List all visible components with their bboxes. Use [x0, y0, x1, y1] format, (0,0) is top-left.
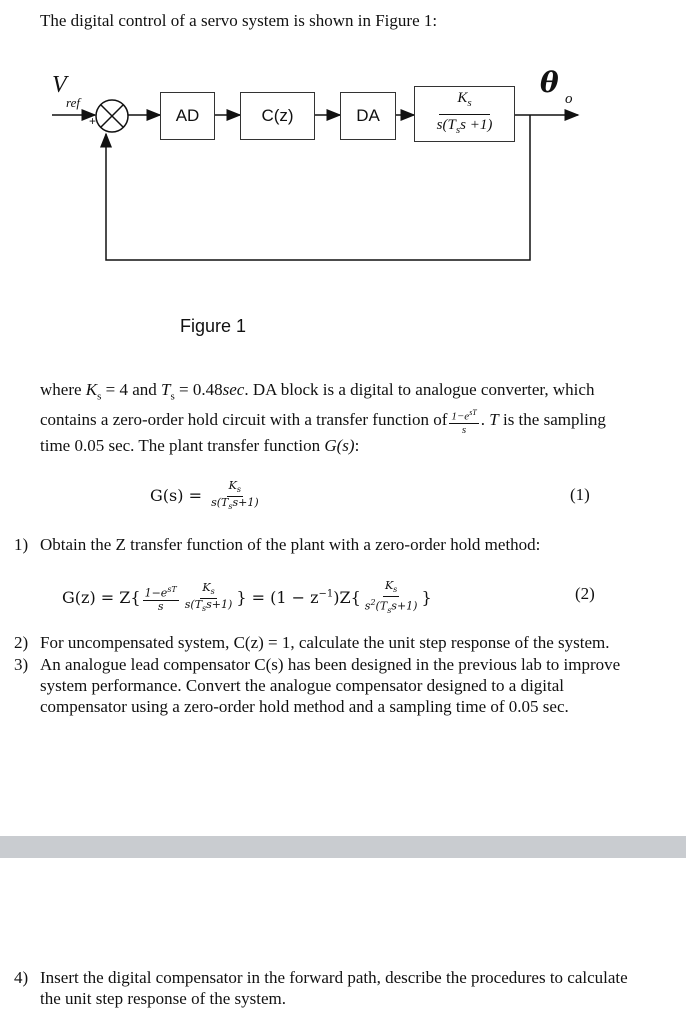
equation-1-number: (1) — [570, 485, 590, 504]
output-subscript: o — [565, 91, 573, 107]
output-label: θ — [540, 66, 559, 99]
da-block: DA — [340, 92, 396, 140]
question-1-text: Obtain the Z transfer function of the plant with a zero-order hold method: — [40, 535, 541, 554]
question-4-line-2: the unit step response of the system. — [40, 989, 286, 1008]
question-3-label: 3) — [14, 655, 29, 674]
question-2-text: For uncompensated system, C(z) = 1, calculate the unit step response of the system. — [40, 633, 610, 652]
question-2-label: 2) — [14, 633, 29, 652]
controller-block: C(z) — [240, 92, 315, 140]
question-4-line-1: Insert the digital compensator in the forward path, describe the procedures to calculate — [40, 968, 628, 987]
para-line-1: where $K_s = 4$ and $T_s = 0.48\sec$. DA block is a digital to analogue converter, which — [40, 380, 595, 403]
input-label: V — [52, 72, 67, 98]
question-3-line-2: system performance. Convert the analogue compensator designed to a digital — [40, 676, 565, 695]
ad-block: AD — [160, 92, 215, 140]
minus-sign: - — [103, 133, 108, 149]
plant-denominator: $s(T_ss +1)$ — [436, 116, 493, 136]
block-diagram — [0, 60, 686, 270]
question-3-line-3: compensator using a zero-order hold method and a sampling time of 0.05 sec. — [40, 697, 569, 716]
plus-sign: + — [89, 114, 97, 128]
plant-block — [414, 86, 515, 142]
page-separator-band — [0, 836, 686, 858]
equation-2: G(z) = Z{ $\frac{1-e^{sT}}{s}$ $\frac{K_s}{s(T_ss+1)}$ } = $(1 - z^{-1})Z${ $\frac{K_s}{s^2(T_ss+1)}$ } — [62, 579, 432, 616]
question-4-label: 4) — [14, 968, 29, 987]
para-line-2: contains a zero-order hold circuit with a transfer function of $\frac{1-e^{sT}}{s}$ . T is the sampling — [40, 408, 606, 436]
equation-2-number: (2) — [575, 584, 595, 603]
equation-1: G(s) = $\frac{K_s}{s(T_ss+1)}$ — [150, 479, 259, 512]
zoh-fraction: $\frac{1-e^{sT}}{s}$ — [451, 408, 477, 436]
intro-text: The digital control of a servo system is shown in Figure 1: — [40, 11, 438, 30]
question-3-line-1: An analogue lead compensator C(s) has been designed in the previous lab to improve — [40, 655, 621, 674]
para-line-3: time 0.05 sec. The plant transfer function G(s): — [40, 436, 360, 455]
input-subscript: ref — [66, 95, 80, 110]
question-1-label: 1) — [14, 535, 29, 554]
figure-caption: Figure 1 — [180, 316, 247, 336]
plant-numerator: $K_s$ — [439, 89, 489, 115]
